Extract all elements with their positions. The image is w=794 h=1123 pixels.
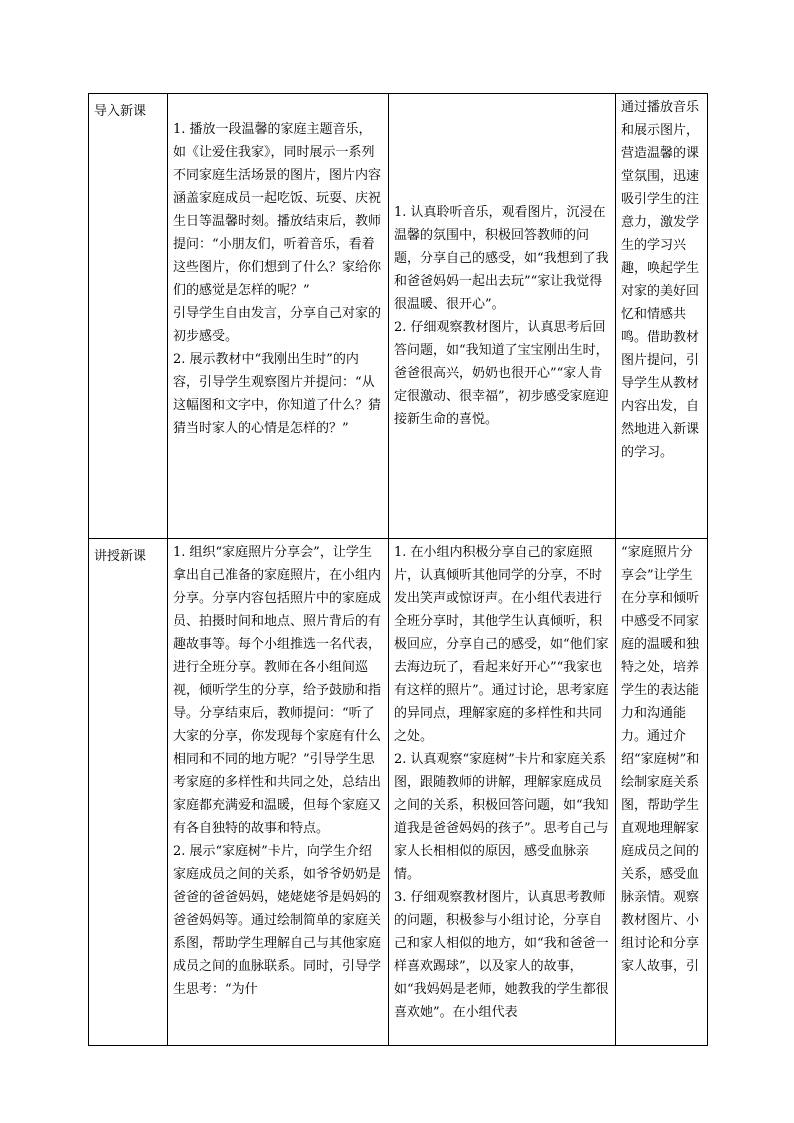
intent-paragraph: “家庭照片分享会”让学生在分享和倾听中感受不同家庭的温暖和独特之处，培养学生的表达能力和沟通能力。通过介绍“家庭树”和绘制家庭关系图，帮助学生直观地理解家庭成员之间的关系，感受血脉亲情。观察教材图片、小组讨论和分享家人故事，引 [621,545,700,974]
stage-label: 讲授新课 [94,549,147,564]
lesson-plan-table [88,93,708,1046]
student-paragraph: 2. 仔细观察教材图片，认真思考后回答问题，如“我知道了宝宝刚出生时，爸爸很高兴，奶奶也很开心”“家人肯定很激动、很幸福”，初步感受家庭迎接新生命的喜悦。 [394,320,609,427]
student-activity-cell [389,94,616,539]
teacher-activity-cell [168,94,389,539]
student-paragraph: 2. 认真观察“家庭树”卡片和家庭关系图，跟随教师的讲解，理解家庭成员之间的关系，积极回答问题，如“我知道我是爸爸妈妈的孩子”。思考自己与家人长相相似的原因，感受血脉亲情。 [394,752,609,882]
teacher-paragraph: 引导学生自由发言，分享自己对家的初步感受。 [173,306,382,344]
student-paragraph: 3. 仔细观察教材图片，认真思考教师的问题，积极参与小组讨论，分享自己和家人相似的地方，如“我和爸爸一样喜欢踢球”，以及家人的故事，如“我妈妈是老师，她教我的学生都很喜欢她”。在小组代表 [394,890,609,1020]
teacher-activity-cell [168,539,389,1046]
stage-cell [89,539,168,1046]
teacher-paragraph: 1. 播放一段温馨的家庭主题音乐，如《让爱住我家》，同时展示一系列不同家庭生活场景的图片，图片内容涵盖家庭成员一起吃饭、玩耍、庆祝生日等温馨时刻。播放结束后，教师提问：“小朋友们，听着音乐，看着这些图片，你们想到了什么？家给你们的感觉是怎样的呢？” [173,122,382,298]
table-row [89,539,708,1046]
student-paragraph: 1. 在小组内积极分享自己的家庭照片，认真倾听其他同学的分享，不时发出笑声或惊讶声。在小组代表进行全班分享时，其他学生认真倾听，积极回应，分享自己的感受，如“他们家去海边玩了，看起来好开心”“我家也有这样的照片”。通过讨论，思考家庭的异同点，理解家庭的多样性和共同之处。 [394,545,609,744]
intent-paragraph: 通过播放音乐和展示图片，营造温馨的课堂氛围，迅速吸引学生的注意力，激发学生的学习兴趣，唤起学生对家的美好回忆和情感共鸣。借助教材图片提问，引导学生从教材内容出发，自然地进入新课的学习。 [621,100,700,460]
teacher-text-clip [173,541,383,1041]
design-intent-cell [616,539,708,1046]
student-paragraph: 1. 认真聆听音乐，观看图片，沉浸在温馨的氛围中，积极回答教师的问题，分享自己的感受，如“我想到了我和爸爸妈妈一起出去玩”“家让我觉得很温暖、很开心”。 [394,205,609,312]
table-row [89,94,708,539]
teacher-paragraph: 2. 展示“家庭树”卡片，向学生介绍家庭成员之间的关系，如爷爷奶奶是爸爸的爸爸妈妈，姥姥姥爷是妈妈的爸爸妈妈等。通过绘制简单的家庭关系图，帮助学生理解自己与其他家庭成员之间的血脉联系。同时，引导学生思考：“为什 [173,844,382,997]
design-intent-cell [616,94,708,539]
student-activity-cell [389,539,616,1046]
stage-cell [89,94,168,539]
teacher-paragraph: 1. 组织“家庭照片分享会”，让学生拿出自己准备的家庭照片，在小组内分享。分享内容包括照片中的家庭成员、拍摄时间和地点、照片背后的有趣故事等。每个小组推选一名代表，进行全班分享。教师在各小组间巡视，倾听学生的分享，给予鼓励和指导。分享结束后，教师提问：“听了大家的分享，你发现每个家庭有什么相同和不同的地方呢？”引导学生思考家庭的多样性和共同之处，总结出家庭都充满爱和温暖，但每个家庭又有各自独特的故事和特点。 [173,545,382,836]
intent-text-clip [621,541,702,1041]
teacher-paragraph: 2. 展示教材中“我刚出生时”的内容，引导学生观察图片并提问：“从这幅图和文字中，你知道了什么？猜猜当时家人的心情是怎样的？” [173,352,382,436]
student-text-clip [394,541,610,1041]
stage-label: 导入新课 [94,104,147,119]
